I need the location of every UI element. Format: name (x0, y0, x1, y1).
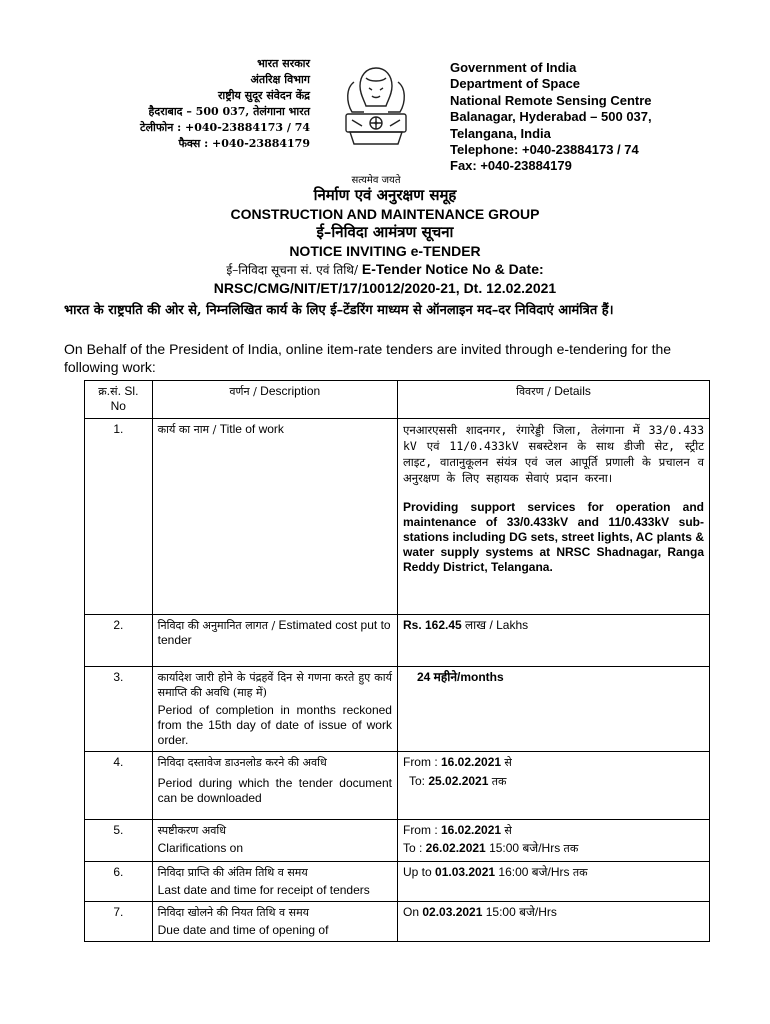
header-details (397, 381, 709, 419)
to-label: To: (408, 774, 425, 788)
header-sl-hindi: क्र.सं. (98, 385, 122, 398)
from-suffix: से (504, 824, 512, 837)
from-date: 16.02.2021 (441, 755, 502, 769)
receipt-suffix: तक (572, 866, 588, 879)
row-description (152, 419, 397, 615)
header-left-line: टेलीफोन : +040-23884173 / 74 (140, 121, 310, 134)
opening-prefix: On (402, 905, 419, 919)
header-description (152, 381, 397, 419)
row-description-english: Clarifications on (157, 841, 244, 855)
header-details-hindi: विवरण / (516, 385, 551, 398)
row-sl: 1. (85, 419, 153, 615)
row-description-hindi: निविदा खोलने की नियत तिथि व समय (157, 906, 310, 919)
receipt-prefix: Up to (402, 865, 432, 879)
opening-time: 15:00 बजे/Hrs (485, 905, 557, 919)
table-row (85, 615, 710, 667)
work-title-english: Providing support services for operation and maintenance of 33/0.433kV and 11/0.433kV sub-stations including DG sets, street lights, AC plants & water supply systems at NRSC Shadnagar, Ranga Reddy District, Telangana. (402, 500, 704, 574)
row-description-english: Estimated cost put to tender (157, 618, 391, 647)
row-details (397, 615, 709, 667)
table-row (85, 419, 710, 615)
completion-period: 24 महीने/months (416, 670, 504, 684)
notice-number-label-hindi: ई–निविदा सूचना सं. एवं तिथि/ (226, 263, 359, 277)
to-label: To : (402, 841, 423, 855)
to-suffix: तक (563, 842, 579, 855)
row-sl: 5. (85, 820, 153, 862)
header-left-line: राष्ट्रीय सुदूर संवेदन केंद्र (217, 89, 310, 102)
estimated-cost-amount: Rs. 162.45 (402, 618, 462, 632)
header-right-line: Balanagar, Hyderabad – 500 037, (450, 109, 652, 125)
row-description-english: Last date and time for receipt of tenders (157, 883, 370, 897)
row-sl: 2. (85, 615, 153, 667)
notice-titles (40, 186, 730, 297)
table-row (85, 862, 710, 902)
group-title-english: CONSTRUCTION AND MAINTENANCE GROUP (230, 206, 540, 222)
row-description-hindi: निविदा की अनुमानित लागत / (157, 619, 276, 632)
row-description (152, 902, 397, 942)
header-right-line: National Remote Sensing Centre (450, 92, 652, 108)
to-date: 26.02.2021 (425, 841, 486, 855)
row-details (397, 902, 709, 942)
row-description-english: Title of work (219, 422, 284, 436)
row-sl: 6. (85, 862, 153, 902)
row-description-hindi: स्पष्टीकरण अवधि (157, 824, 226, 837)
table-row (85, 902, 710, 942)
from-date: 16.02.2021 (441, 823, 502, 837)
row-description-english: Period of completion in months reckoned from the 15th day of date of issue of work order. (157, 703, 392, 747)
intro-paragraph-hindi: भारत के राष्ट्रपति की ओर से, निम्नलिखित कार्य के लिए ई–टेंडरिंग माध्यम से ऑनलाइन मद–दर निविदाएं आमंत्रित हैं। (64, 303, 614, 318)
table-header-row (85, 381, 710, 419)
from-label: From : (402, 755, 438, 769)
row-details (397, 419, 709, 615)
notice-number-label (40, 260, 730, 279)
header-details-english: Details (554, 384, 591, 398)
header-sl-no (85, 381, 153, 419)
row-description (152, 667, 397, 752)
row-description-hindi: निविदा दस्तावेज डाउनलोड करने की अवधि (157, 756, 327, 769)
header-right-line: Government of India (450, 60, 577, 75)
row-description-hindi: कार्य का नाम / (157, 423, 217, 436)
row-sl: 3. (85, 667, 153, 752)
from-suffix: से (504, 756, 512, 769)
clarification-to (403, 841, 704, 856)
download-to (409, 774, 704, 789)
header-english-address (450, 60, 760, 175)
row-details (397, 862, 709, 902)
header-right-line: Telephone: +040-23884173 / 74 (450, 142, 639, 158)
from-label: From : (402, 823, 438, 837)
header-left-line: फैक्स : +040-23884179 (178, 137, 310, 150)
row-description (152, 752, 397, 820)
to-suffix: तक (491, 775, 507, 788)
row-description (152, 615, 397, 667)
download-from (403, 755, 704, 770)
header-description-hindi: वर्णन / (229, 385, 257, 398)
emblem-motto: सत्यमेव जयते (351, 175, 401, 186)
group-title-hindi: निर्माण एवं अनुरक्षण समूह (313, 186, 457, 204)
notice-title-hindi: ई–निविदा आमंत्रण सूचना (316, 223, 454, 241)
intro-paragraph-english: On Behalf of the President of India, online item-rate tenders are invited through e-tendering for the following work: (64, 341, 672, 375)
header-sl-english: Sl. No (110, 384, 139, 413)
header-description-english: Description (260, 384, 321, 398)
table-row (85, 667, 710, 752)
header-right-line: Fax: +040-23884179 (450, 158, 572, 174)
to-time: 15:00 बजे/Hrs (489, 841, 561, 855)
row-details (397, 752, 709, 820)
row-description (152, 820, 397, 862)
header-right-line: Telangana, India (450, 125, 551, 141)
receipt-time: 16:00 बजे/Hrs (498, 865, 570, 879)
tender-details-table (84, 380, 710, 942)
header-left-line: अंतरिक्ष विभाग (250, 73, 310, 86)
header-right-line: Department of Space (450, 76, 581, 92)
row-description-english: Period during which the tender document can be downloaded (157, 776, 392, 805)
table-row (85, 752, 710, 820)
row-sl: 7. (85, 902, 153, 942)
header-left-line: भारत सरकार (257, 57, 310, 70)
clarification-from (403, 823, 704, 838)
row-description-hindi: कार्यादेश जारी होने के पंद्रहवें दिन से गणना करते हुए कार्य समाप्ति की अवधि (माह में) (157, 671, 392, 699)
header-hindi-address (100, 56, 310, 152)
notice-number-value: NRSC/CMG/NIT/ET/17/10012/2020-21, Dt. 12.02.2021 (213, 280, 557, 296)
row-details (397, 820, 709, 862)
opening-date: 02.03.2021 (422, 905, 483, 919)
work-title-hindi: एनआरएससी शादनगर, रंगारेड्डी जिला, तेलंगाना में 33/0.433 kV एवं 11/0.433kV सबस्टेशन के साथ डीजी सेट, स्ट्रीट लाइट, वातानुकूलन संयंत्र एवं जल आपूर्ति प्रणाली के प्रचालन व अनुरक्षण के लिए सहायक सेवाएं प्रदान करना। (402, 423, 704, 485)
row-description (152, 862, 397, 902)
estimated-cost-unit: लाख / Lakhs (465, 618, 529, 632)
row-details (397, 667, 709, 752)
national-emblem-icon (336, 60, 416, 190)
receipt-date: 01.03.2021 (435, 865, 496, 879)
header-left-line: हैदराबाद – 500 037, तेलंगाना भारत (148, 105, 310, 118)
notice-title-english: NOTICE INVITING e-TENDER (289, 243, 481, 259)
row-description-hindi: निविदा प्राप्ति की अंतिम तिथि व समय (157, 866, 308, 879)
table-row (85, 820, 710, 862)
notice-number-label-english: E-Tender Notice No & Date: (361, 261, 544, 277)
row-description-english: Due date and time of opening of (157, 923, 329, 937)
to-date: 25.02.2021 (428, 774, 489, 788)
row-sl: 4. (85, 752, 153, 820)
